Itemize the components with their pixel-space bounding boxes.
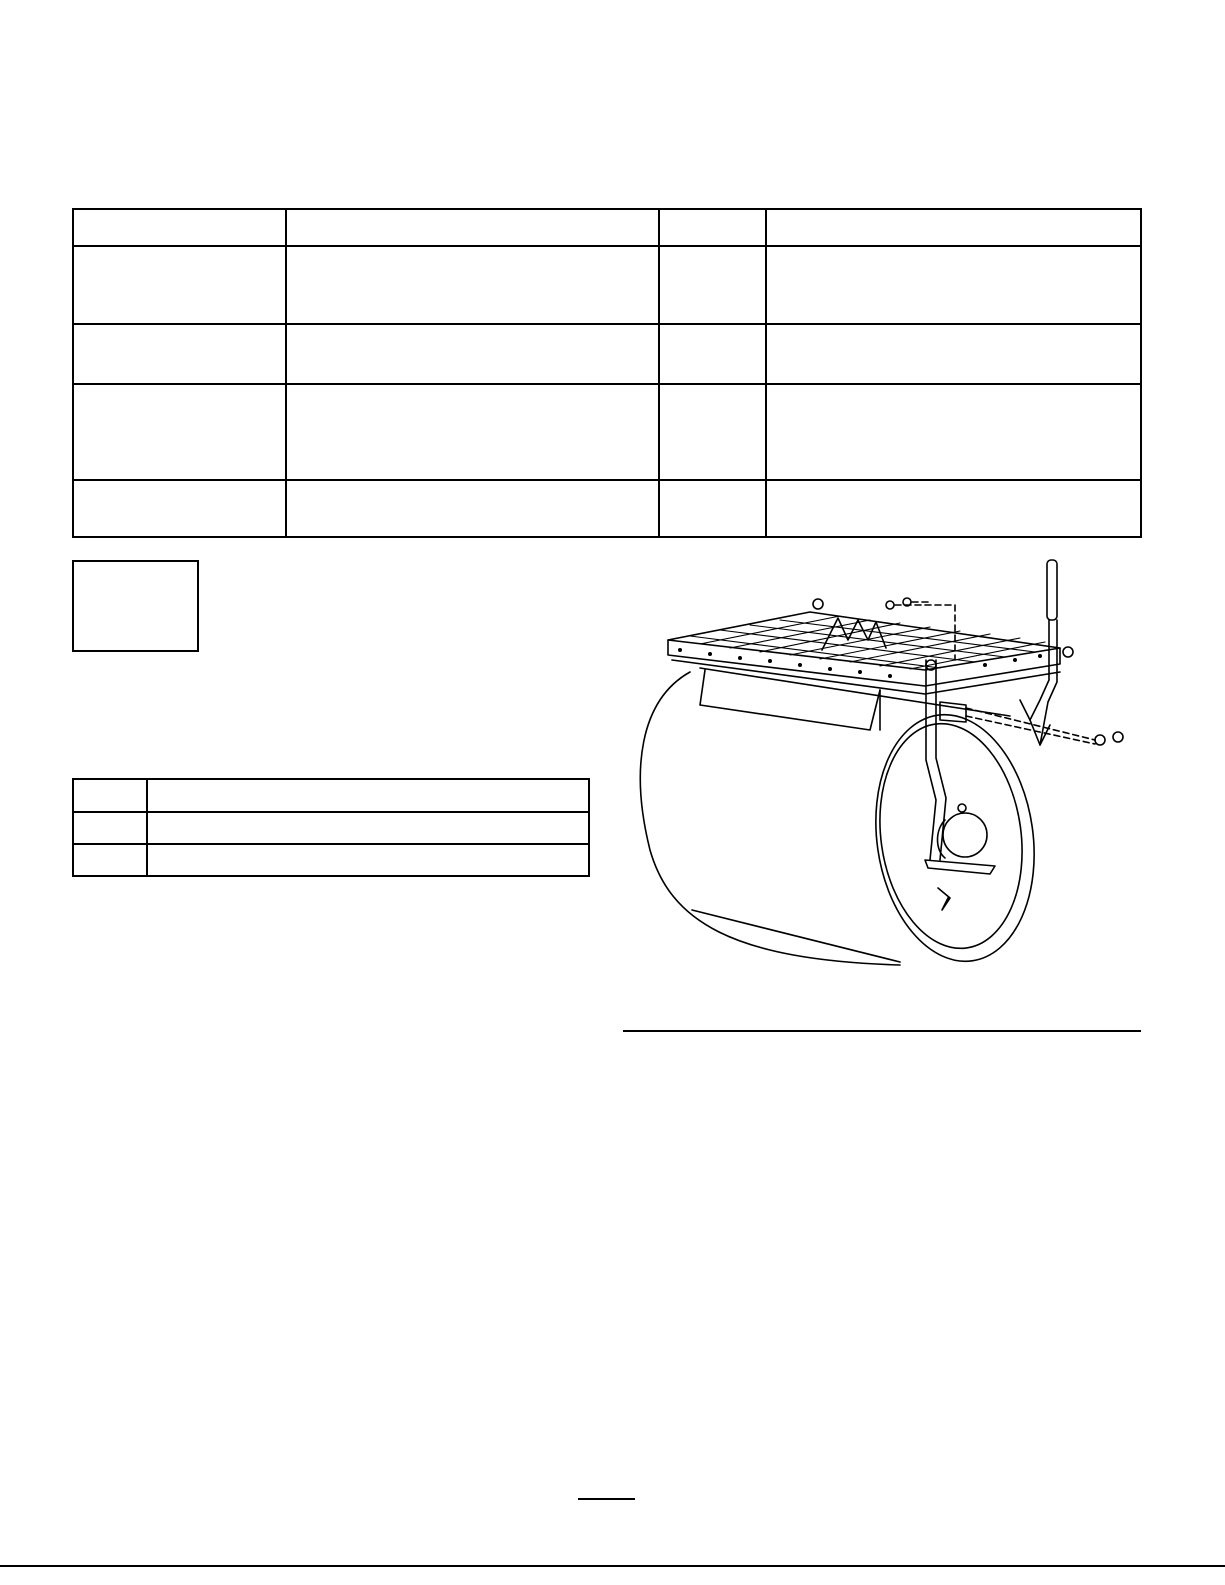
table-cell	[73, 480, 286, 537]
basket-lower-rim	[672, 660, 1060, 694]
legend-number-cell	[73, 812, 147, 844]
drum-top-edge	[700, 668, 1010, 716]
bolt-1-icon	[886, 601, 894, 609]
table-cell	[766, 384, 1141, 480]
link-arm-right	[936, 660, 946, 860]
step-number-box	[72, 560, 199, 652]
roller-assembly-illustration	[610, 555, 1150, 975]
legend-number-cell	[73, 844, 147, 876]
handle-grip	[1047, 560, 1057, 620]
table-cell	[659, 246, 766, 324]
table-row	[73, 480, 1141, 537]
legend-text-cell	[147, 844, 589, 876]
legend-text-cell	[147, 812, 589, 844]
table-cell	[286, 480, 659, 537]
page-bottom-rule	[0, 1565, 1225, 1567]
table-cell	[286, 209, 659, 246]
bolt-alignment-right	[966, 708, 1095, 744]
parts-table-header-row	[73, 209, 1141, 246]
table-row	[73, 324, 1141, 384]
figure-caption-rule	[623, 1030, 1141, 1032]
table-row	[73, 812, 589, 844]
bearing-housing	[943, 813, 987, 857]
figure-legend-table	[72, 778, 590, 877]
handle-pivot	[1063, 647, 1073, 657]
drum-bottom-edge	[692, 910, 900, 962]
table-row	[73, 384, 1141, 480]
nut-2-icon	[1113, 732, 1123, 742]
bearing-foot	[925, 860, 995, 874]
wire-basket	[668, 599, 1060, 694]
table-cell	[73, 384, 286, 480]
table-cell	[766, 324, 1141, 384]
table-cell	[766, 480, 1141, 537]
table-cell	[286, 246, 659, 324]
table-cell	[73, 246, 286, 324]
hopper-front	[700, 670, 880, 730]
table-cell	[659, 209, 766, 246]
table-cell	[286, 324, 659, 384]
nut-1-icon	[1095, 735, 1105, 745]
table-cell	[659, 384, 766, 480]
link-arm-left	[926, 660, 936, 860]
legend-text-cell	[147, 779, 589, 812]
hinge-knob	[813, 599, 823, 609]
table-cell	[659, 480, 766, 537]
fasteners	[886, 598, 1123, 745]
scraper-clip	[938, 888, 950, 910]
table-row	[73, 844, 589, 876]
table-row	[73, 779, 589, 812]
table-cell	[73, 209, 286, 246]
table-row	[73, 246, 1141, 324]
handle-rod-a	[1030, 620, 1049, 720]
table-cell	[286, 384, 659, 480]
table-cell	[659, 324, 766, 384]
table-cell	[73, 324, 286, 384]
table-cell	[766, 246, 1141, 324]
page-number-rule	[578, 1498, 635, 1500]
hopper	[700, 670, 1050, 745]
bearing	[925, 804, 995, 910]
table-cell	[766, 209, 1141, 246]
legend-number-cell	[73, 779, 147, 812]
bearing-bolt	[958, 804, 966, 812]
parts-table	[72, 208, 1142, 538]
